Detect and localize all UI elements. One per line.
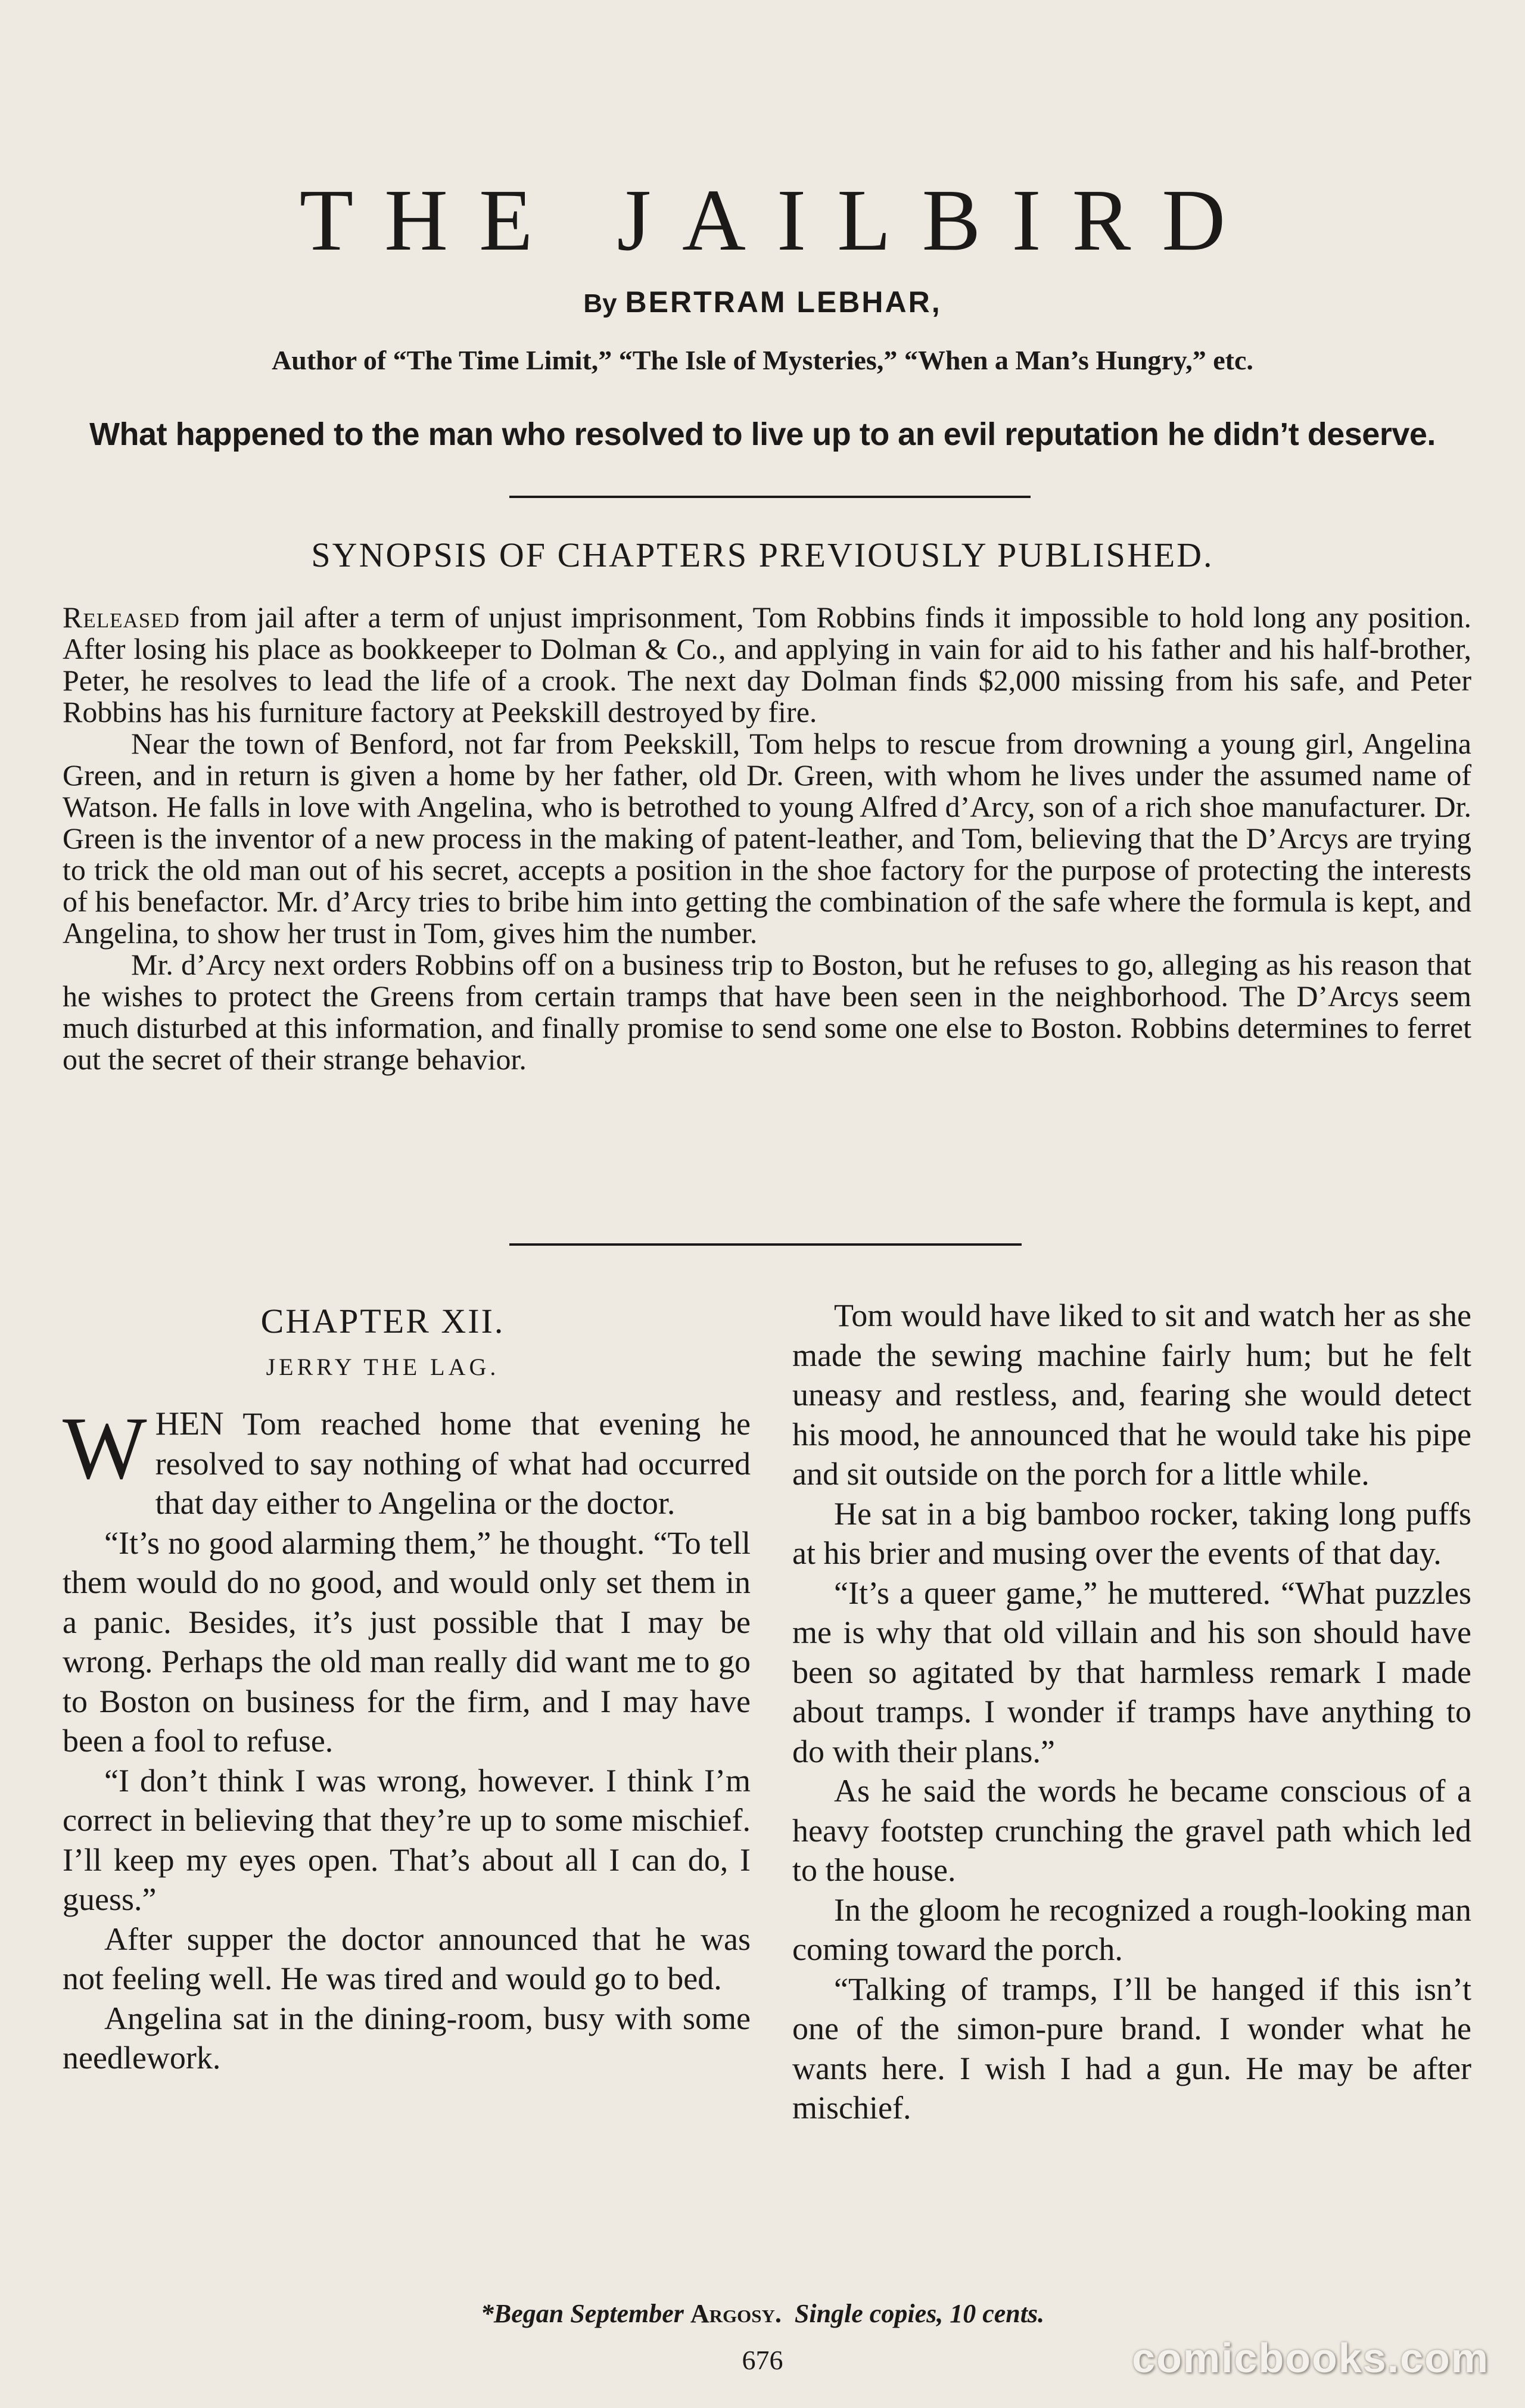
story-paragraph: After supper the doctor announced that he was not feeling well. He was tired and would go to bed.: [63, 1921, 751, 1996]
chapter-subtitle: JERRY THE LAG.: [266, 1354, 500, 1380]
page-number: 676: [742, 2345, 783, 2375]
drop-cap: W: [63, 1399, 147, 1498]
footnote-began: Began September: [493, 2299, 684, 2328]
story-paragraph: In the gloom he recognized a rough-looking man coming toward the porch.: [792, 1891, 1471, 1967]
story-paragraph: “It’s no good alarming them,” he thought. “To tell them would do no good, and would only set them in a panic. Besides, it’s just possible that I may be wrong. Perhaps the old man really did want me to go to Boston on business for the firm, and I may have been a fool to refuse.: [63, 1525, 751, 1759]
column-right: [792, 1296, 1471, 2128]
synopsis-paragraph-text: from jail after a term of unjust imprisonment, Tom Robbins finds it impossible to hold long any position. After losing his place as bookkeeper to Dolman & Co., and applying in vain for aid to his father and his half-brother, Peter, he resolves to lead the life of a crook. The next day Dolman finds $2,000 missing from his safe, and Peter Robbins has his furniture factory at Peekskill destroyed by fire.: [63, 601, 1471, 729]
story-paragraph: “It’s a queer game,” he muttered. “What puzzles me is why that old villain and his son should have been so agitated by that harmless remark I made about tramps. I wonder if tramps have anything to do with their plans.”: [792, 1575, 1471, 1769]
footnote-price: 10 cents.: [950, 2299, 1045, 2328]
synopsis-lead-word: Released: [63, 601, 180, 634]
byline: [0, 285, 1525, 319]
footnote: [0, 2298, 1525, 2329]
story-paragraph: “I don’t think I was wrong, however. I think I’m correct in believing that they’re up to some mischief. I’ll keep my eyes open. That’s about all I can do, I guess.”: [63, 1762, 751, 1917]
story-paragraph: As he said the words he became conscious of a heavy footstep crunching the gravel path which led to the house.: [792, 1773, 1471, 1888]
chapter-title: CHAPTER XII.: [260, 1302, 505, 1340]
synopsis-paragraph: Mr. d’Arcy next orders Robbins off on a business trip to Boston, but he refuses to go, alleging as his reason that he wishes to protect the Greens from certain tramps that have been seen in the neighborhood. The D’Arcys seem much disturbed at this information, and finally promise to send some one else to Boston. Robbins determines to ferret out the secret of their strange behavior.: [63, 948, 1471, 1076]
story-paragraph: Angelina sat in the dining-room, busy with some needlework.: [63, 2000, 751, 2076]
synopsis-heading: SYNOPSIS OF CHAPTERS PREVIOUSLY PUBLISHED.: [311, 536, 1214, 574]
chapter-first-paragraph: [63, 1399, 751, 1523]
footnote-magazine: Argosy.: [690, 2299, 782, 2328]
author-name: BERTRAM LEBHAR,: [625, 285, 942, 319]
story-paragraph: Tom would have liked to sit and watch her as she made the sewing machine fairly hum; but he felt uneasy and restless, and, fearing she would detect his mood, he announced that he would take his pipe and sit outside on the porch for a little while.: [792, 1298, 1471, 1492]
synopsis-paragraph: Near the town of Benford, not far from Peekskill, Tom helps to rescue from drowning a young girl, Angelina Green, and in return is given a home by her father, old Dr. Green, with whom he lives under the assumed name of Watson. He falls in love with Angelina, who is betrothed to young Alfred d’Arcy, son of a rich shoe manufacturer. Dr. Green is the inventor of a new process in the making of patent-leather, and Tom, believing that the D’Arcys are trying to trick the old man out of his secret, accepts a position in the shoe factory for the purpose of protecting the interests of his benefactor. Mr. d’Arcy tries to bribe him into getting the combination of the safe where the formula is kept, and Angelina, to show her trust in Tom, gives him the number.: [63, 727, 1471, 950]
byline-by: By: [583, 289, 617, 318]
story-paragraph: He sat in a big bamboo rocker, taking long puffs at his brier and musing over the events of that day.: [792, 1495, 1471, 1571]
watermark: comicbooks.com: [1132, 2335, 1489, 2381]
divider-top: [509, 496, 1031, 498]
story-title: THE JAILBIRD: [299, 172, 1257, 269]
column-left: [63, 1296, 751, 2078]
author-credits: Author of “The Time Limit,” “The Isle of Mysteries,” “When a Man’s Hungry,” etc.: [272, 345, 1253, 375]
synopsis-paragraph: [63, 602, 1471, 728]
divider-bottom: [509, 1243, 1022, 1246]
first-word-caps: HEN: [155, 1405, 224, 1442]
story-tagline: What happened to the man who resolved to live up to an evil reputation he didn’t deserve.: [89, 416, 1436, 452]
footnote-star: *: [480, 2299, 494, 2328]
story-paragraph: “Talking of tramps, I’ll be hanged if this isn’t one of the simon-pure brand. I wonder what he wants here. I wish I had a gun. He may be after mischief.: [792, 1971, 1471, 2126]
footnote-copies: Single copies,: [794, 2299, 944, 2328]
synopsis-body: [63, 602, 1471, 1075]
first-paragraph-text: Tom reached home that evening he resolved to say nothing of what had occurred that day either to Angelina or the doctor.: [155, 1406, 751, 1521]
